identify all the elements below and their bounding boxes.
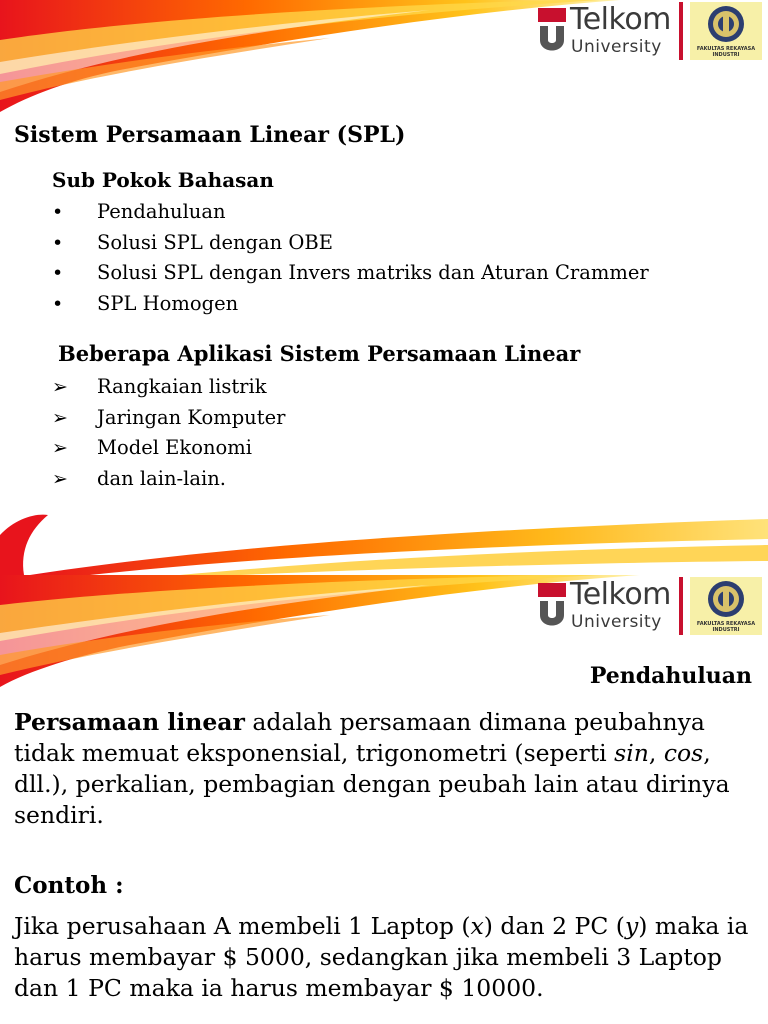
bullet-icon: • xyxy=(52,262,64,285)
sub-topics-heading: Sub Pokok Bahasan xyxy=(52,168,274,192)
faculty-emblem-icon xyxy=(690,577,762,621)
arrow-bullet-icon: ➢ xyxy=(52,437,68,460)
example-heading: Contoh : xyxy=(14,872,124,899)
section-title: Pendahuluan xyxy=(589,663,752,689)
list-item: • Solusi SPL dengan OBE xyxy=(52,228,649,259)
list-item: ➢ Model Ekonomi xyxy=(52,433,285,464)
logo-text-university: University xyxy=(571,37,662,57)
applications-list xyxy=(52,372,285,495)
example-paragraph: Jika perusahaan A membeli 1 Laptop (x) dan 2 PC (y) maka ia harus membayar $ 5000, sedangkan jika membeli 3 Laptop dan 1 PC maka ia harus membayar $ 10000. xyxy=(14,912,749,1002)
variable-y: y xyxy=(624,912,639,940)
variable-x: x xyxy=(470,912,484,940)
definition-paragraph: Persamaan linear adalah persamaan dimana peubahnya tidak memuat eksponensial, trigonometri (seperti sin, cos, dll.), perkalian, pembagian dengan peubah lain atau dirinya sendiri. xyxy=(14,708,730,829)
faculty-logo-text: FAKULTAS REKAYASA INDUSTRI xyxy=(696,46,756,58)
list-item: • Pendahuluan xyxy=(52,197,649,228)
bullet-icon: • xyxy=(52,231,64,254)
definition-term: Persamaan linear xyxy=(14,708,245,736)
sin-term: sin xyxy=(614,739,649,767)
telkom-university-logo-icon xyxy=(536,6,568,56)
list-item: • Solusi SPL dengan Invers matriks dan Aturan Crammer xyxy=(52,258,649,289)
logo-area xyxy=(528,579,768,637)
telkom-university-logo-icon xyxy=(536,581,568,631)
slide-title: Sistem Persamaan Linear (SPL) xyxy=(14,122,406,148)
list-item: ➢ Jaringan Komputer xyxy=(52,403,285,434)
faculty-logo-text: FAKULTAS REKAYASA INDUSTRI xyxy=(696,621,756,633)
logo-text-telkom: Telkom xyxy=(570,577,671,612)
logo-divider xyxy=(679,2,683,60)
logo-area xyxy=(528,4,768,62)
list-item: ➢ dan lain-lain. xyxy=(52,464,285,495)
faculty-emblem-icon xyxy=(690,2,762,46)
footer-swoosh xyxy=(0,505,768,575)
cos-term: cos xyxy=(663,739,704,767)
faculty-logo xyxy=(690,2,762,60)
list-item: ➢ Rangkaian listrik xyxy=(52,372,285,403)
slide-2 xyxy=(0,575,768,1024)
arrow-bullet-icon: ➢ xyxy=(52,468,68,491)
arrow-bullet-icon: ➢ xyxy=(52,376,68,398)
applications-heading: Beberapa Aplikasi Sistem Persamaan Linear xyxy=(58,341,581,366)
bullet-icon: • xyxy=(52,201,64,223)
faculty-logo xyxy=(690,577,762,635)
sub-topics-list xyxy=(52,197,649,320)
list-item: • SPL Homogen xyxy=(52,289,649,320)
arrow-bullet-icon: ➢ xyxy=(52,406,68,429)
logo-text-telkom: Telkom xyxy=(570,2,671,37)
bullet-icon: • xyxy=(52,293,64,316)
logo-text-university: University xyxy=(571,612,662,632)
logo-divider xyxy=(679,577,683,635)
